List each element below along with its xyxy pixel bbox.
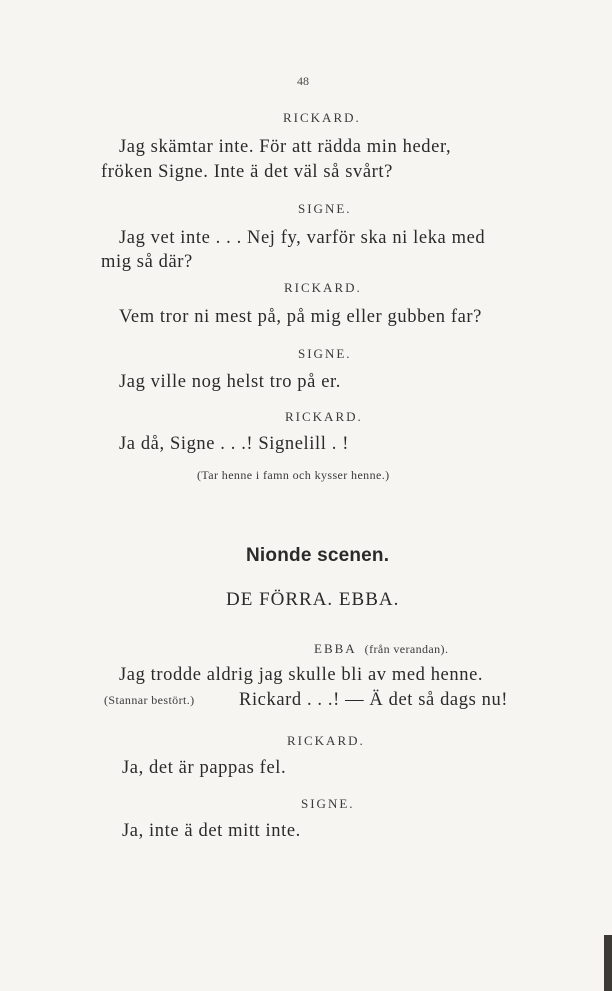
scene-title: Nionde scenen. — [246, 545, 390, 566]
speech-line: Ja, det är pappas fel. — [122, 758, 287, 778]
page-edge-shadow — [604, 935, 612, 991]
speech-line: Jag trodde aldrig jag skulle bli av med henne. — [119, 665, 484, 685]
speaker-rickard-1: RICKARD. — [283, 110, 361, 125]
speaker-ebba: EBBA — [314, 641, 357, 656]
speaker-signe-2: SIGNE. — [298, 346, 352, 361]
speech-line: Vem tror ni mest på, på mig eller gubben far? — [119, 307, 482, 327]
speech-line: Jag skämtar inte. För att rädda min heder, — [119, 137, 452, 157]
stage-direction: (Tar henne i famn och kysser henne.) — [197, 468, 390, 482]
speech-line: Rickard . . .! — Ä det så dags nu! — [239, 690, 509, 710]
ebba-speaker-line — [314, 640, 448, 658]
speaker-rickard-4: RICKARD. — [287, 733, 365, 748]
page-number: 48 — [297, 74, 309, 88]
speaker-rickard-3: RICKARD. — [285, 409, 363, 424]
speaker-signe-1: SIGNE. — [298, 201, 352, 216]
speaker-rickard-2: RICKARD. — [284, 280, 362, 295]
speech-line: Ja, inte ä det mitt inte. — [122, 821, 301, 841]
speech-line: Ja då, Signe . . .! Signelill . ! — [119, 434, 349, 454]
speech-line: Jag ville nog helst tro på er. — [119, 372, 341, 392]
speaker-signe-3: SIGNE. — [301, 796, 355, 811]
speech-line: mig så där? — [101, 252, 193, 272]
stage-direction: (från verandan). — [364, 642, 449, 656]
scene-cast: DE FÖRRA. EBBA. — [226, 589, 400, 610]
speech-line: Jag vet inte . . . Nej fy, varför ska ni leka med — [119, 228, 486, 248]
stage-direction: (Stannar bestört.) — [104, 693, 195, 707]
speech-line: fröken Signe. Inte ä det väl så svårt? — [101, 162, 393, 182]
